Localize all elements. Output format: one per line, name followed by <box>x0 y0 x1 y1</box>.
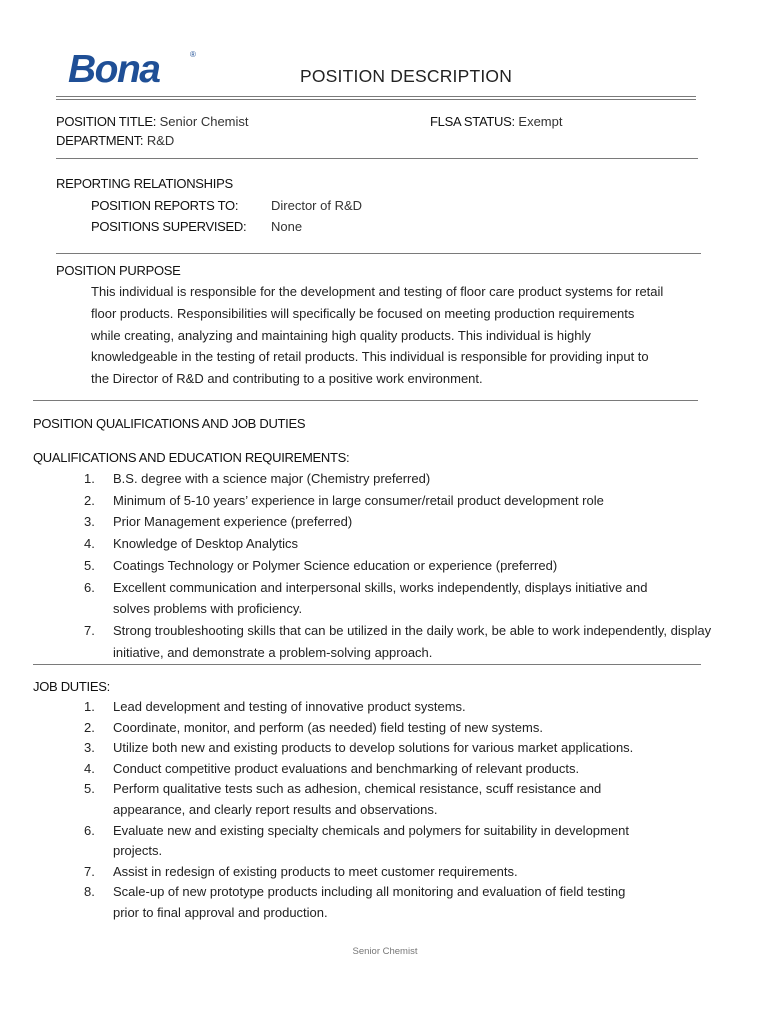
item-text: Knowledge of Desktop Analytics <box>113 536 298 552</box>
item-text: B.S. degree with a science major (Chemistry preferred) <box>113 471 431 486</box>
item-text: Coatings Technology or Polymer Science education or experience (preferred) <box>113 557 558 573</box>
list-item <box>84 620 711 663</box>
list-item <box>84 862 633 883</box>
item-text: Conduct competitive product evaluations and benchmarking of relevant products. <box>113 760 580 776</box>
purpose-line: This individual is responsible for the development and testing of floor care product systems for retail <box>91 284 664 299</box>
department-value: R&D <box>146 133 175 148</box>
position-title-value: Senior Chemist <box>159 114 249 129</box>
list-item <box>84 718 633 739</box>
job-duties-list <box>84 697 633 924</box>
list-item <box>84 821 633 862</box>
item-number: 5. <box>84 781 95 797</box>
flsa-status-row <box>430 114 562 130</box>
item-number: 4. <box>84 760 95 776</box>
title-divider-top <box>56 96 696 97</box>
qualifications-list <box>84 468 711 663</box>
job-duties-heading: JOB DUTIES: <box>33 679 110 694</box>
purpose-divider <box>33 400 698 401</box>
flsa-status-label: FLSA STATUS: <box>430 114 515 129</box>
item-number: 3. <box>84 740 95 756</box>
item-text: prior to final approval and production. <box>113 904 328 920</box>
purpose-paragraph <box>91 281 711 390</box>
registered-mark: ® <box>190 50 196 59</box>
qualifications-subheading: QUALIFICATIONS AND EDUCATION REQUIREMENTS: <box>33 450 350 465</box>
item-number: 5. <box>84 557 95 573</box>
department-label: DEPARTMENT: <box>56 133 144 148</box>
item-text: projects. <box>113 843 163 859</box>
item-text: initiative, and demonstrate a problem-solving approach. <box>113 644 433 660</box>
company-logo: Bona <box>68 48 160 91</box>
purpose-line: the Director of R&D and contributing to a positive work environment. <box>91 371 483 387</box>
item-number: 4. <box>84 536 95 552</box>
item-text: Minimum of 5-10 years’ experience in large consumer/retail product development role <box>113 492 604 508</box>
list-item <box>84 697 633 718</box>
list-item <box>84 882 633 923</box>
item-number: 1. <box>84 471 95 486</box>
document-title: POSITION DESCRIPTION <box>300 66 513 86</box>
position-title-row <box>56 114 249 130</box>
item-number: 6. <box>84 822 95 838</box>
item-text: solves problems with proficiency. <box>113 601 303 617</box>
qualifications-section-heading: POSITION QUALIFICATIONS AND JOB DUTIES <box>33 416 306 431</box>
item-text: Assist in redesign of existing products to meet customer requirements. <box>113 863 518 879</box>
item-text: Strong troubleshooting skills that can be utilized in the daily work, be able to work independently, display <box>113 622 712 638</box>
position-title-label: POSITION TITLE: <box>56 114 157 129</box>
list-item <box>84 490 711 512</box>
purpose-heading: POSITION PURPOSE <box>56 263 181 278</box>
list-item <box>84 779 633 820</box>
purpose-line: while creating, analyzing and maintaining high quality products. This individual is highly <box>91 327 591 343</box>
item-number: 7. <box>84 622 95 638</box>
item-number: 7. <box>84 863 95 879</box>
item-number: 3. <box>84 514 95 530</box>
item-text: Scale-up of new prototype products including all monitoring and evaluation of field testing <box>113 884 626 900</box>
list-item <box>84 738 633 759</box>
purpose-line: floor products. Responsibilities will specifically be focused on meeting production requirements <box>91 305 635 321</box>
item-number: 2. <box>84 492 95 508</box>
qualifications-divider <box>33 664 701 665</box>
item-text: appearance, and clearly report results and observations. <box>113 801 438 817</box>
item-text: Coordinate, monitor, and perform (as needed) field testing of new systems. <box>113 719 543 735</box>
item-number: 6. <box>84 579 95 595</box>
supervised-value: None <box>271 219 303 234</box>
purpose-line: knowledgeable in the testing of retail products. This individual is responsible for providing input to <box>91 349 649 365</box>
reporting-heading: REPORTING RELATIONSHIPS <box>56 176 233 191</box>
item-text: Perform qualitative tests such as adhesion, chemical resistance, scuff resistance and <box>113 781 602 797</box>
item-text: Evaluate new and existing specialty chemicals and polymers for suitability in development <box>113 822 629 838</box>
list-item <box>84 577 711 620</box>
list-item <box>84 533 711 555</box>
title-divider-bottom <box>56 99 696 100</box>
list-item <box>84 468 711 490</box>
page-footer: Senior Chemist <box>352 946 418 957</box>
supervised-label: POSITIONS SUPERVISED: <box>91 219 247 234</box>
list-item <box>84 555 711 577</box>
item-text: Prior Management experience (preferred) <box>113 514 353 530</box>
item-text: Utilize both new and existing products to develop solutions for various market applications. <box>113 740 634 756</box>
item-number: 1. <box>84 699 95 714</box>
reporting-divider <box>56 253 701 254</box>
reports-to-value: Director of R&D <box>271 198 363 213</box>
list-item <box>84 759 633 780</box>
item-number: 2. <box>84 719 95 735</box>
department-row <box>56 133 174 149</box>
item-text: Lead development and testing of innovative product systems. <box>113 699 466 714</box>
item-text: Excellent communication and interpersonal skills, works independently, displays initiative and <box>113 579 648 595</box>
list-item <box>84 511 711 533</box>
flsa-status-value: Exempt <box>518 114 563 129</box>
header-divider <box>56 158 698 159</box>
reports-to-label: POSITION REPORTS TO: <box>91 198 239 213</box>
item-number: 8. <box>84 884 95 900</box>
